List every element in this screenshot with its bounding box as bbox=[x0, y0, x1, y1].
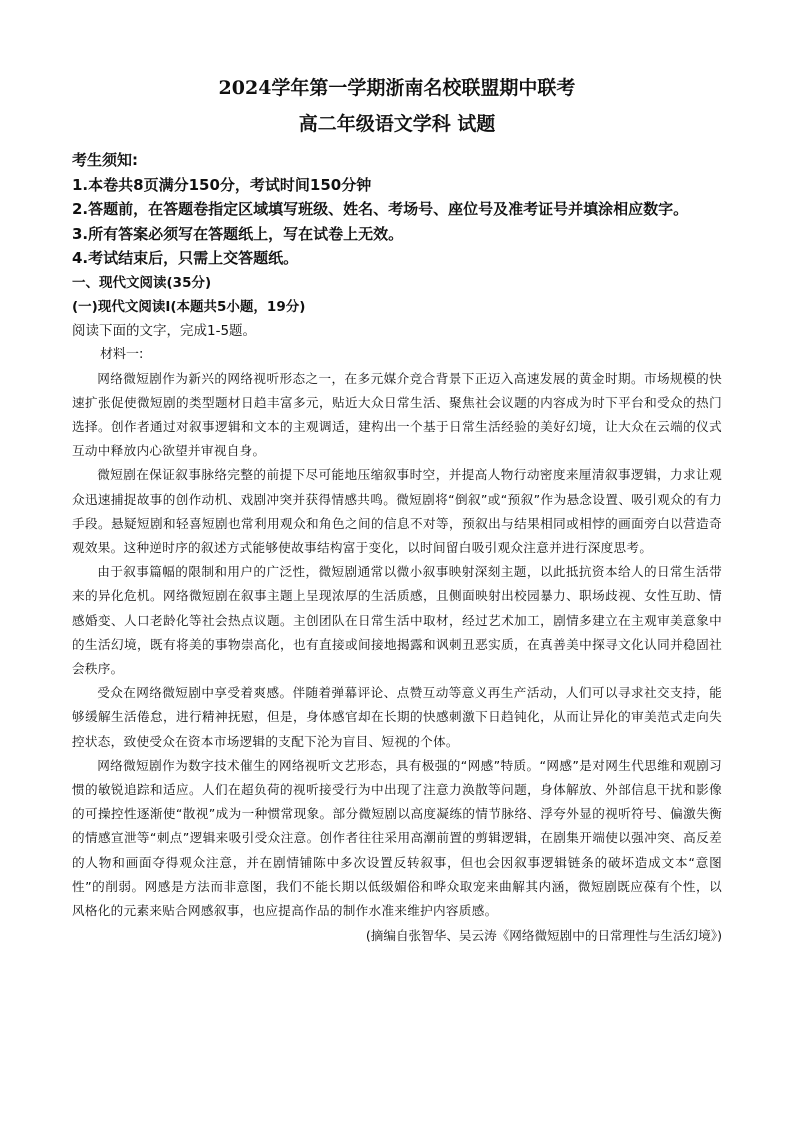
exam-title: 2024学年第一学期浙南名校联盟期中联考 bbox=[218, 77, 576, 99]
paragraph: 网络微短剧作为新兴的网络视听形态之一，在多元媒介竞合背景下正迈入高速发展的黄金时期。市场规模的快速扩张促使微短剧的类型题材日趋丰富多元，贴近大众日常生活、聚焦社会议题的内容成为时下平台和受众的热门选择。创作者通过对叙事逻辑和文本的主观调适，建构出一个基于日常生活经验的美好幻境，让大众在云端的仪式互动中释放内心欲望并审视自身。 bbox=[72, 370, 722, 459]
candidate-notice bbox=[72, 148, 722, 271]
notice-item: 2.答题前，在答题卷指定区域填写班级、姓名、考场号、座位号及准考证号并填涂相应数字。 bbox=[72, 200, 689, 218]
notice-heading: 考生须知: bbox=[72, 151, 138, 169]
section-subtitle: (一)现代文阅读Ⅰ(本题共5小题，19分) bbox=[72, 298, 306, 315]
paragraph: 由于叙事篇幅的限制和用户的广泛性，微短剧通常以微小叙事映射深刻主题，以此抵抗资本给人的日常生活带来的异化危机。网络微短剧在叙事主题上呈现浓厚的生活质感，且侧面映射出校园暴力、职场歧视、女性互助、情感婚变、人口老龄化等社会热点议题。主创团队在日常生活中取材，经过艺术加工，剧情多建立在主观审美意象中的生活幻境，既有将美的事物崇高化，也有直接或间接地揭露和讽刺丑恶实质，在真善美中探寻文化认同并稳固社会秩序。 bbox=[72, 564, 722, 676]
paragraph: 微短剧在保证叙事脉络完整的前提下尽可能地压缩叙事时空，并提高人物行动密度来厘清叙事逻辑，力求让观众迅速捕捉故事的创作动机、戏剧冲突并获得情感共鸣。微短剧将“倒叙”或“预叙”作为悬念设置、吸引观众的有力手段。悬疑短剧和轻喜短剧也常利用观众和角色之间的信息不对等，预叙出与结果相同或相悖的画面旁白以营造奇观效果。这种逆时序的叙述方式能够使故事结构富于变化，以时间留白吸引观众注意并进行深度思考。 bbox=[72, 467, 722, 555]
material-label: 材料一: bbox=[100, 346, 144, 362]
reading-instruction: 阅读下面的文字，完成1-5题。 bbox=[72, 322, 257, 339]
notice-item: 3.所有答案必须写在答题纸上，写在试卷上无效。 bbox=[72, 224, 404, 243]
source-citation: (摘编自张智华、吴云涛《网络微短剧中的日常理性与生活幻境》) bbox=[365, 928, 722, 944]
paragraph: 网络微短剧作为数字技术催生的网络视听文艺形态，具有极强的“网感”特质。“网感”是对网生代思维和观剧习惯的敏锐追踪和适应。人们在超负荷的视听接受行为中出现了注意力涣散等问题，身体解放、外部信息干扰和影像的可操控性逐渐使“散视”成为一种惯常现象。部分微短剧以高度凝练的情节脉络、浮夸外显的视听符号、偏激失衡的情感宣泄等“刺点”逻辑来吸引受众注意。创作者往往采用高潮前置的剪辑逻辑，在剧集开端使以强冲突、高反差的人物和画面夺得观众注意，并在剧情铺陈中多次设置反转叙事，但也会因叙事逻辑链条的破坏造成文本“意图性”的削弱。网感是方法而非意图，我们不能长期以低级媚俗和哗众取宠来曲解其内涵，微短剧既应葆有个性，以风格化的元素来贴合网感叙事，也应提高作品的制作水准来维护内容质感。 bbox=[72, 757, 722, 918]
notice-item: 1.本卷共8页满分150分，考试时间150分钟 bbox=[72, 175, 372, 194]
material-body bbox=[72, 367, 722, 924]
section-title: 一、现代文阅读(35分) bbox=[72, 274, 212, 291]
notice-item: 4.考试结束后，只需上交答题纸。 bbox=[72, 249, 299, 267]
exam-subtitle: 高二年级语文学科 试题 bbox=[298, 113, 496, 135]
paragraph: 受众在网络微短剧中享受着爽感。伴随着弹幕评论、点赞互动等意义再生产活动，人们可以寻求社交支持，能够缓解生活倦怠，进行精神抚慰，但是，身体感官却在长期的快感刺激下日趋钝化，从而让异化的审美范式走向失控状态，致使受众在资本市场逻辑的支配下沦为盲目、短视的个体。 bbox=[72, 685, 722, 749]
